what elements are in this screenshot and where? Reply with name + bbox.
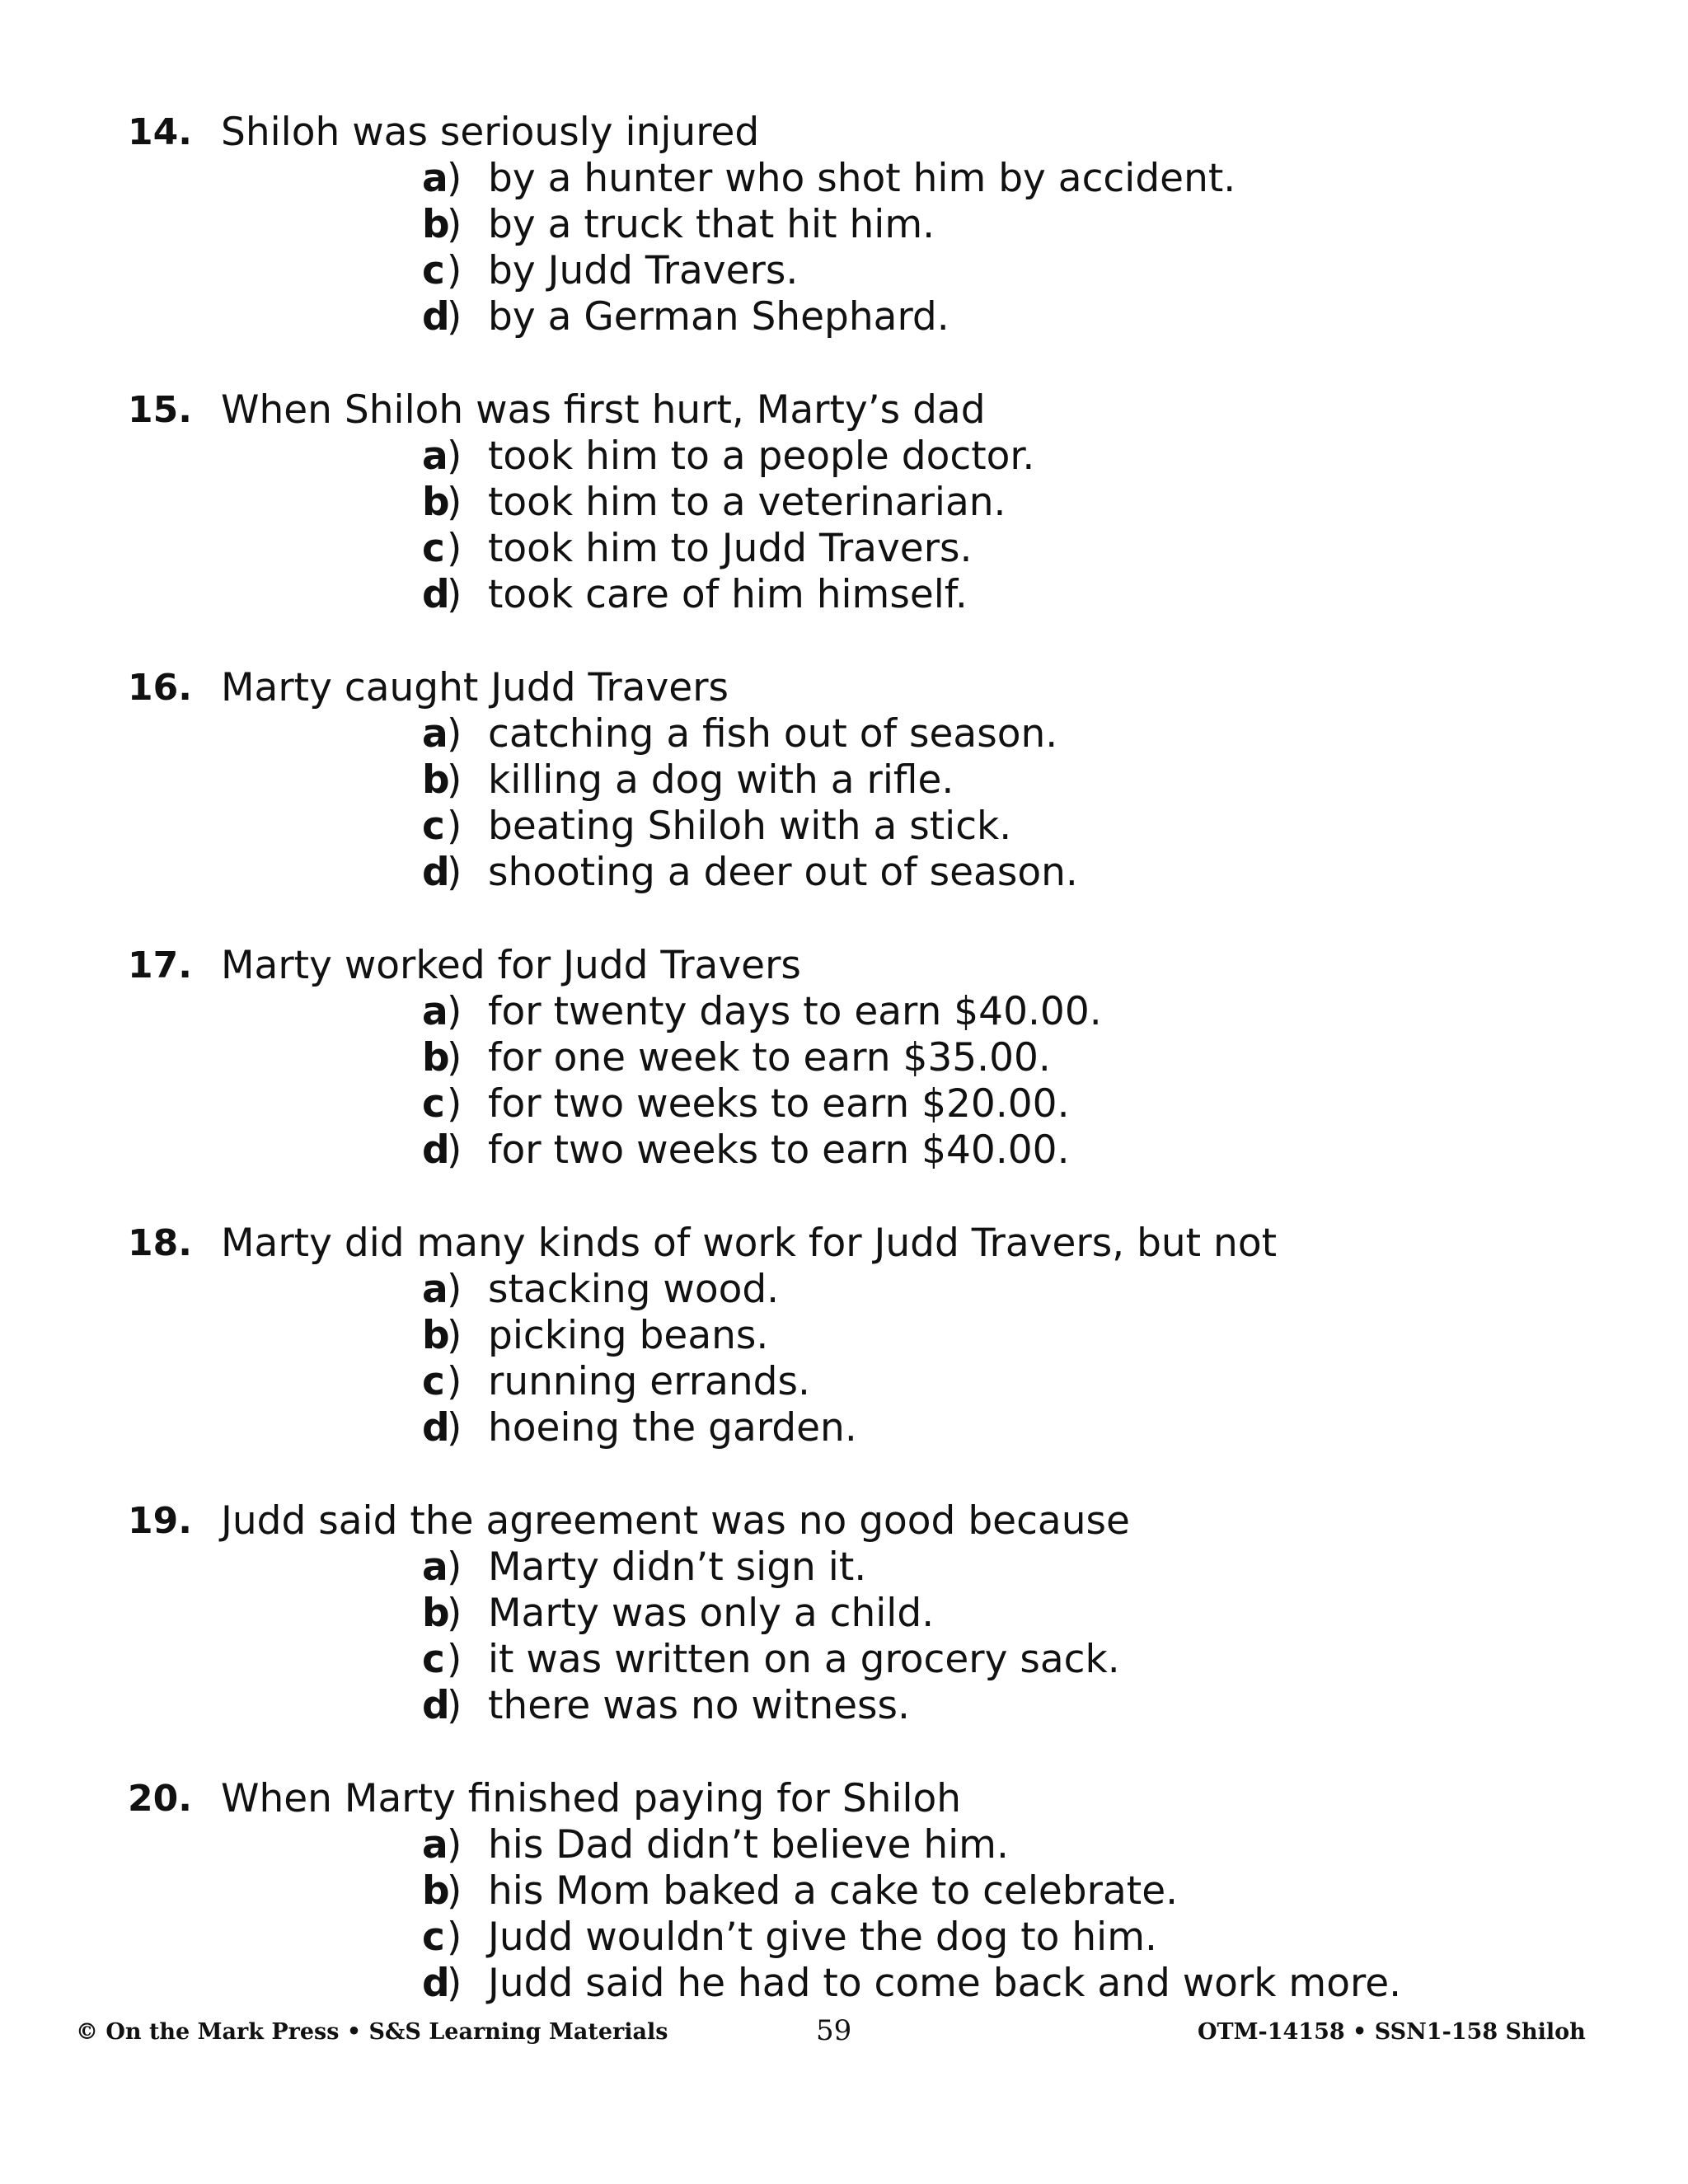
- answer-options: [422, 711, 1570, 896]
- option-paren: ): [447, 1127, 462, 1173]
- option-text: his Mom baked a cake to celebrate.: [488, 1868, 1179, 1914]
- option-letter: c: [422, 248, 445, 293]
- option-text: Judd wouldn’t give the dog to him.: [488, 1915, 1157, 1960]
- option-paren: ): [447, 1683, 462, 1728]
- question-4: [128, 943, 1570, 1174]
- option-text: took care of him himself.: [488, 572, 968, 617]
- option-letter: b: [422, 757, 450, 803]
- option-letter: d: [422, 572, 450, 617]
- option-letter: a: [422, 1267, 448, 1312]
- question-number: 16.: [128, 667, 192, 709]
- page-number: 59: [816, 2014, 852, 2047]
- option-text: by Judd Travers.: [488, 248, 799, 293]
- answer-option-a: [422, 1267, 1570, 1313]
- answer-option-b: [422, 1868, 1570, 1915]
- question-2: [128, 387, 1570, 618]
- option-paren: ): [447, 1544, 462, 1590]
- option-text: by a truck that hit him.: [488, 202, 935, 247]
- option-paren: ): [447, 1822, 462, 1868]
- option-text: killing a dog with a rifle.: [488, 757, 954, 803]
- answer-option-d: [422, 1961, 1570, 2007]
- answer-options: [422, 1267, 1570, 1451]
- option-letter: b: [422, 1868, 450, 1914]
- answer-option-c: [422, 1637, 1570, 1683]
- question-number: 17.: [128, 944, 192, 987]
- answer-option-a: [422, 1544, 1570, 1591]
- option-letter: d: [422, 1127, 450, 1173]
- option-text: Marty was only a child.: [488, 1591, 935, 1636]
- question-number: 14.: [128, 111, 192, 153]
- option-letter: a: [422, 989, 448, 1034]
- answer-option-b: [422, 1035, 1570, 1081]
- option-text: for two weeks to earn $40.00.: [488, 1127, 1070, 1173]
- answer-options: [422, 989, 1570, 1174]
- option-paren: ): [447, 526, 462, 571]
- question-number: 19.: [128, 1500, 192, 1542]
- option-paren: ): [447, 757, 462, 803]
- option-paren: ): [447, 294, 462, 340]
- option-paren: ): [447, 1915, 462, 1960]
- option-letter: b: [422, 1313, 450, 1358]
- answer-options: [422, 434, 1570, 618]
- option-text: Judd said he had to come back and work more.: [488, 1961, 1402, 2006]
- option-text: catching a fish out of season.: [488, 711, 1058, 757]
- answer-option-d: [422, 1405, 1570, 1451]
- question-stem: [128, 665, 1570, 711]
- option-text: took him to Judd Travers.: [488, 526, 973, 571]
- option-paren: ): [447, 1313, 462, 1358]
- question-text: Marty did many kinds of work for Judd Travers, but not: [221, 1221, 1278, 1266]
- option-text: there was no witness.: [488, 1683, 910, 1728]
- answer-option-d: [422, 1127, 1570, 1174]
- question-text: Marty worked for Judd Travers: [221, 943, 801, 988]
- option-letter: d: [422, 1405, 450, 1451]
- question-text: Shiloh was seriously injured: [221, 110, 760, 155]
- option-letter: c: [422, 804, 445, 849]
- footer-product-code: OTM-14158 • SSN1-158 Shiloh: [1198, 2019, 1586, 2045]
- option-letter: a: [422, 434, 448, 479]
- answer-option-b: [422, 202, 1570, 248]
- option-letter: a: [422, 156, 448, 201]
- question-6: [128, 1498, 1570, 1729]
- option-paren: ): [447, 202, 462, 247]
- option-letter: c: [422, 1915, 445, 1960]
- option-letter: c: [422, 1081, 445, 1127]
- option-letter: a: [422, 1544, 448, 1590]
- footer-publisher: © On the Mark Press • S&S Learning Materials: [76, 2019, 668, 2045]
- option-letter: a: [422, 1822, 448, 1868]
- question-number: 18.: [128, 1222, 192, 1264]
- option-letter: b: [422, 202, 450, 247]
- answer-option-b: [422, 1591, 1570, 1637]
- option-letter: d: [422, 850, 450, 895]
- option-paren: ): [447, 1868, 462, 1914]
- question-1: [128, 110, 1570, 340]
- option-text: it was written on a grocery sack.: [488, 1637, 1120, 1682]
- option-paren: ): [447, 804, 462, 849]
- question-stem: [128, 110, 1570, 156]
- answer-option-c: [422, 1081, 1570, 1127]
- option-paren: ): [447, 1405, 462, 1451]
- answer-option-c: [422, 804, 1570, 850]
- option-text: his Dad didn’t believe him.: [488, 1822, 1009, 1868]
- option-paren: ): [447, 1637, 462, 1682]
- option-text: for two weeks to earn $20.00.: [488, 1081, 1070, 1127]
- answer-option-b: [422, 757, 1570, 804]
- option-letter: b: [422, 1035, 450, 1080]
- question-5: [128, 1221, 1570, 1451]
- question-stem: [128, 1498, 1570, 1544]
- answer-options: [422, 156, 1570, 340]
- option-text: stacking wood.: [488, 1267, 780, 1312]
- answer-option-c: [422, 526, 1570, 572]
- option-paren: ): [447, 1081, 462, 1127]
- question-stem: [128, 1221, 1570, 1267]
- question-number: 20.: [128, 1778, 192, 1820]
- option-letter: b: [422, 480, 450, 525]
- option-text: Marty didn’t sign it.: [488, 1544, 867, 1590]
- option-paren: ): [447, 434, 462, 479]
- option-text: took him to a people doctor.: [488, 434, 1035, 479]
- option-text: picking beans.: [488, 1313, 769, 1358]
- answer-option-a: [422, 711, 1570, 757]
- question-text: Judd said the agreement was no good because: [221, 1498, 1130, 1544]
- answer-option-a: [422, 1822, 1570, 1868]
- option-letter: d: [422, 294, 450, 340]
- question-number: 15.: [128, 389, 192, 431]
- option-letter: b: [422, 1591, 450, 1636]
- question-text: When Shiloh was first hurt, Marty’s dad: [221, 387, 986, 433]
- option-paren: ): [447, 248, 462, 293]
- option-letter: d: [422, 1961, 450, 2006]
- option-paren: ): [447, 1035, 462, 1080]
- option-letter: c: [422, 1359, 445, 1404]
- option-text: by a hunter who shot him by accident.: [488, 156, 1236, 201]
- answer-option-a: [422, 434, 1570, 480]
- answer-option-b: [422, 480, 1570, 526]
- option-paren: ): [447, 711, 462, 757]
- answer-option-c: [422, 248, 1570, 294]
- option-paren: ): [447, 1591, 462, 1636]
- option-text: for twenty days to earn $40.00.: [488, 989, 1102, 1034]
- option-paren: ): [447, 1267, 462, 1312]
- option-text: for one week to earn $35.00.: [488, 1035, 1051, 1080]
- answer-option-d: [422, 294, 1570, 340]
- option-text: shooting a deer out of season.: [488, 850, 1078, 895]
- answer-option-d: [422, 572, 1570, 618]
- option-paren: ): [447, 480, 462, 525]
- question-3: [128, 665, 1570, 896]
- answer-option-a: [422, 156, 1570, 202]
- answer-options: [422, 1822, 1570, 2007]
- option-paren: ): [447, 850, 462, 895]
- question-text: Marty caught Judd Travers: [221, 665, 729, 710]
- option-paren: ): [447, 1961, 462, 2006]
- option-paren: ): [447, 989, 462, 1034]
- question-stem: [128, 387, 1570, 434]
- option-letter: c: [422, 1637, 445, 1682]
- option-paren: ): [447, 1359, 462, 1404]
- answer-option-a: [422, 989, 1570, 1035]
- option-letter: d: [422, 1683, 450, 1728]
- option-text: hoeing the garden.: [488, 1405, 857, 1451]
- option-paren: ): [447, 572, 462, 617]
- question-stem: [128, 1776, 1570, 1822]
- answer-option-d: [422, 850, 1570, 896]
- question-stem: [128, 943, 1570, 989]
- option-letter: a: [422, 711, 448, 757]
- answer-option-c: [422, 1915, 1570, 1961]
- option-letter: c: [422, 526, 445, 571]
- answer-option-d: [422, 1683, 1570, 1729]
- option-text: beating Shiloh with a stick.: [488, 804, 1012, 849]
- question-text: When Marty finished paying for Shiloh: [221, 1776, 962, 1821]
- option-text: took him to a veterinarian.: [488, 480, 1006, 525]
- option-paren: ): [447, 156, 462, 201]
- option-text: running errands.: [488, 1359, 810, 1404]
- answer-option-b: [422, 1313, 1570, 1359]
- option-text: by a German Shephard.: [488, 294, 950, 340]
- question-7: [128, 1776, 1570, 2007]
- answer-option-c: [422, 1359, 1570, 1405]
- answer-options: [422, 1544, 1570, 1729]
